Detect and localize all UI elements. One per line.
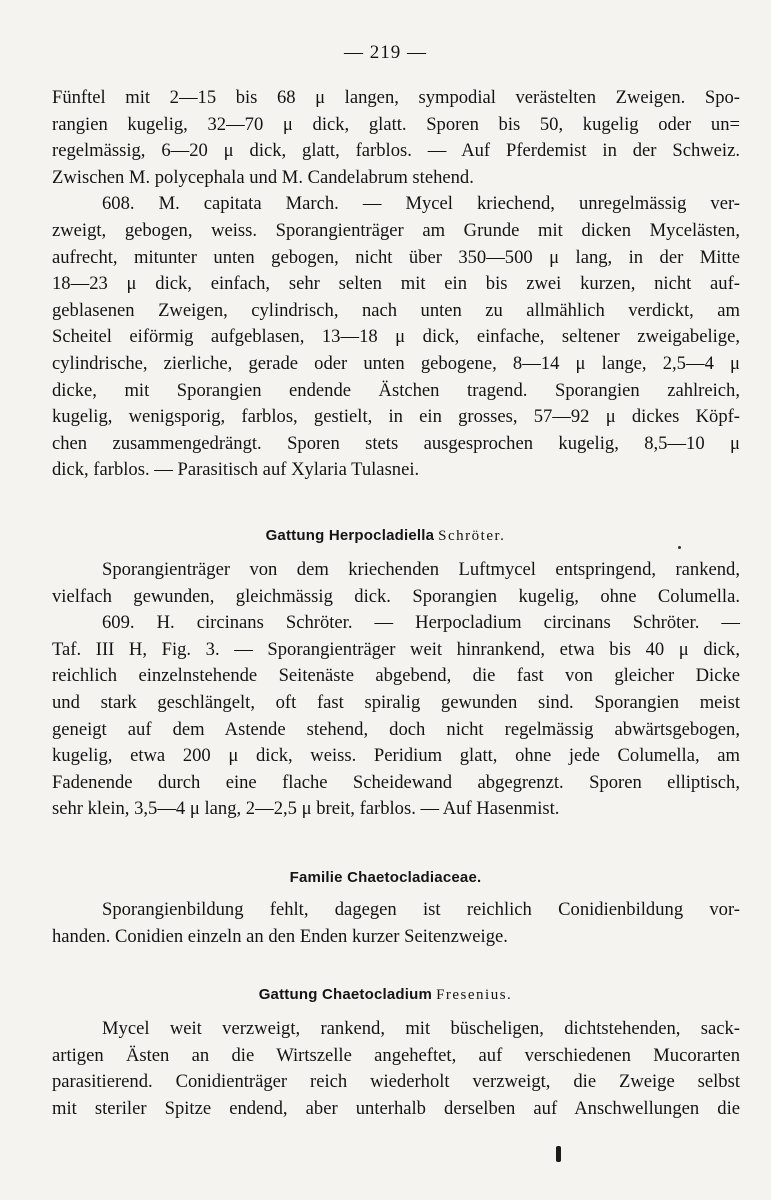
text-line: 18—23 μ dick, einfach, sehr selten mit ein bis zwei kurzen, nicht auf-	[52, 273, 740, 295]
page-number: — 219 —	[344, 42, 427, 63]
text-block-2	[52, 557, 740, 823]
text-line: handen. Conidien einzeln an den Enden kurzer Seitenzweige.	[52, 925, 508, 947]
text-line: kugelig, etwa 200 μ dick, weiss. Peridium glatt, ohne jede Columella, am	[52, 745, 740, 767]
text-line: Zwischen M. polycephala und M. Candelabrum stehend.	[52, 166, 474, 188]
text-line: und stark geschlängelt, oft fast spiralig gewunden sind. Sporangien meist	[52, 691, 740, 713]
heading-title: Gattung Herpocladiella	[265, 527, 435, 544]
text-line: parasitierend. Conidienträger reich wiederholt verzweigt, die Zweige selbst	[52, 1071, 740, 1093]
text-line: reichlich einzelnstehende Seitenäste abgebend, die fast von gleicher Dicke	[52, 665, 740, 687]
text-line: Sporangienbildung fehlt, dagegen ist reichlich Conidienbildung vor-	[102, 899, 740, 920]
text-block-3	[52, 897, 740, 950]
text-line: 609. H. circinans Schröter. — Herpocladium circinans Schröter. —	[102, 612, 740, 634]
ink-blot	[556, 1146, 561, 1162]
text-line: Taf. III H, Fig. 3. — Sporangienträger weit hinrankend, etwa bis 40 μ dick,	[52, 638, 740, 660]
heading-title: Familie Chaetocladiaceae.	[289, 869, 482, 886]
text-line: Sporangienträger von dem kriechenden Luftmycel entspringend, rankend,	[102, 559, 740, 580]
text-line: geblasenen Zweigen, cylindrisch, nach unten zu allmählich verdickt, am	[52, 299, 740, 321]
text-line: cylindrische, zierliche, gerade oder unten gebogene, 8—14 μ lange, 2,5—4 μ	[52, 352, 740, 374]
text-line: 608. M. capitata March. — Mycel kriechend, unregelmässig ver-	[102, 193, 740, 215]
text-line: artigen Ästen an die Wirtszelle angeheftet, auf verschiedenen Mucorarten	[52, 1044, 740, 1066]
text-line: sehr klein, 3,5—4 μ lang, 2—2,5 μ breit, farblos. — Auf Hasenmist.	[52, 798, 560, 820]
text-line: vielfach gewunden, gleichmässig dick. Sporangien kugelig, ohne Columella.	[52, 585, 740, 607]
genus-heading-chaetocladium	[0, 984, 771, 1006]
text-line: regelmässig, 6—20 μ dick, glatt, farblos. — Auf Pferdemist in der Schweiz.	[52, 140, 740, 162]
text-line: aufrecht, mitunter unten gebogen, nicht über 350—500 μ lang, in der Mitte	[52, 246, 740, 268]
text-line: rangien kugelig, 32—70 μ dick, glatt. Sporen bis 50, kugelig oder un=	[52, 113, 740, 135]
text-line: dick, farblos. — Parasitisch auf Xylaria Tulasnei.	[52, 459, 420, 481]
text-line: Mycel weit verzweigt, rankend, mit büscheligen, dichtstehenden, sack-	[102, 1018, 740, 1039]
text-line: chen zusammengedrängt. Sporen stets ausgesprochen kugelig, 8,5—10 μ	[52, 432, 740, 454]
text-line: Scheitel eiförmig aufgeblasen, 13—18 μ dick, einfache, seltener zweigabelige,	[52, 326, 740, 348]
text-line: mit steriler Spitze endend, aber unterhalb derselben auf Anschwellungen die	[52, 1097, 740, 1119]
text-line: geneigt auf dem Astende stehend, doch nicht regelmässig abwärtsgebogen,	[52, 718, 740, 740]
family-heading-chaetocladiaceae	[0, 867, 771, 889]
text-line: zweigt, gebogen, weiss. Sporangienträger am Grunde mit dicken Mycelästen,	[52, 219, 740, 241]
heading-title: Gattung Chaetocladium	[258, 986, 433, 1003]
text-line: Fünftel mit 2—15 bis 68 μ langen, sympodial verästelten Zweigen. Spo-	[52, 87, 740, 108]
text-block-4	[52, 1016, 740, 1122]
heading-author: Fresenius.	[436, 987, 513, 1003]
text-block-1	[52, 85, 740, 484]
text-line: kugelig, wenigsporig, farblos, gestielt, in ein grosses, 57—92 μ dickes Köpf-	[52, 406, 740, 428]
text-line: dicke, mit Sporangien endende Ästchen tragend. Sporangien zahlreich,	[52, 379, 740, 401]
text-line: Fadenende durch eine flache Scheidewand abgegrenzt. Sporen elliptisch,	[52, 771, 740, 793]
ink-speck	[678, 546, 681, 549]
genus-heading-herpocladiella	[0, 525, 771, 547]
heading-author: Schröter.	[438, 528, 506, 544]
